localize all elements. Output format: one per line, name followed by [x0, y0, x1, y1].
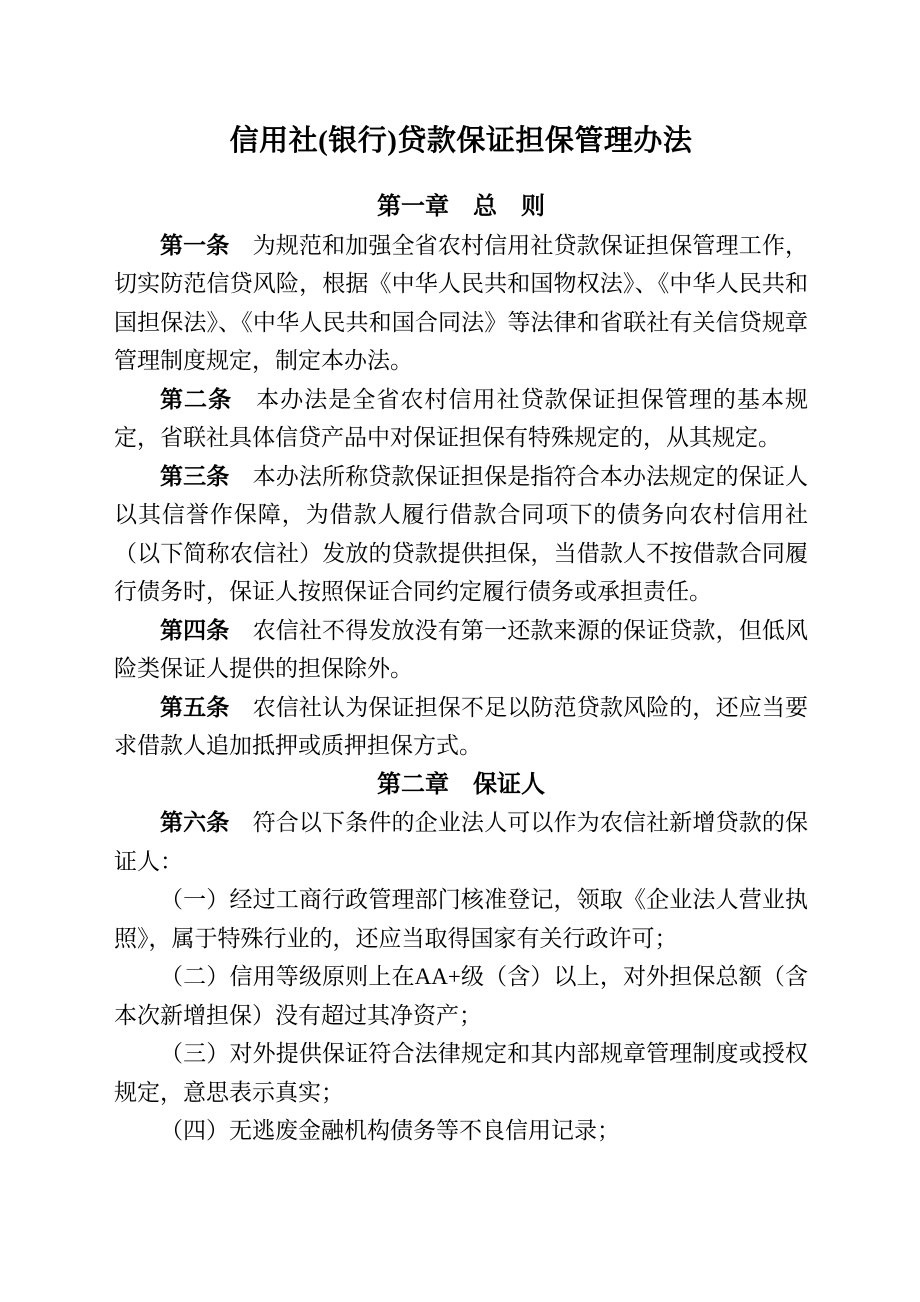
article-number-label: 第二条	[160, 386, 233, 412]
chapter-heading: 第二章 保证人	[377, 771, 545, 798]
article-number-label: 第三条	[160, 463, 230, 489]
article-number-label: 第一条	[160, 232, 230, 258]
article-number-label: 第六条	[160, 810, 230, 835]
article-number-label: 第四条	[160, 617, 230, 643]
chapter-heading: 第一章 总 则	[377, 194, 545, 220]
list-item-paragraph: （三）对外提供保证符合法律规定和其内部规章管理制度或授权规定，意思表示真实；	[114, 1041, 808, 1105]
article-number-label: 第五条	[160, 694, 230, 720]
article-paragraph: 第一条 为规范和加强全省农村信用社贷款保证担保管理工作，切实防范信贷风险，根据《中华人民共和国物权法》、《中华人民共和国担保法》、《中华人民共和国合同法》等法律和省联社有关信贷规章管理制度规定，制定本办法。	[114, 232, 809, 373]
article-paragraph: 第三条 本办法所称贷款保证担保是指符合本办法规定的保证人以其信誉作保障，为借款人履行借款合同项下的债务向农村信用社（以下简称农信社）发放的贷款提供担保，当借款人不按借款合同履行债务时，保证人按照保证合同约定履行债务或承担责任。	[114, 463, 809, 604]
article-paragraph: 第二条 本办法是全省农村信用社贷款保证担保管理的基本规定，省联社具体信贷产品中对保证担保有特殊规定的，从其规定。	[114, 386, 809, 450]
list-item-paragraph: （四）无逃废金融机构债务等不良信用记录；	[160, 1118, 620, 1143]
document-title: 信用社(银行)贷款保证担保管理办法	[229, 125, 693, 157]
article-paragraph: 第五条 农信社认为保证担保不足以防范贷款风险的，还应当要求借款人追加抵押或质押担保方式。	[114, 694, 809, 758]
list-item-paragraph: （二）信用等级原则上在AA+级（含）以上，对外担保总额（含本次新增担保）没有超过其净资产；	[114, 964, 808, 1028]
article-paragraph: 第四条 农信社不得发放没有第一还款来源的保证贷款，但低风险类保证人提供的担保除外。	[114, 617, 809, 681]
list-item-paragraph: （一）经过工商行政管理部门核准登记，领取《企业法人营业执照》，属于特殊行业的，还应当取得国家有关行政许可；	[114, 887, 808, 951]
article-paragraph: 第六条 符合以下条件的企业法人可以作为农信社新增贷款的保证人：	[114, 810, 809, 874]
document-body	[114, 188, 808, 1151]
